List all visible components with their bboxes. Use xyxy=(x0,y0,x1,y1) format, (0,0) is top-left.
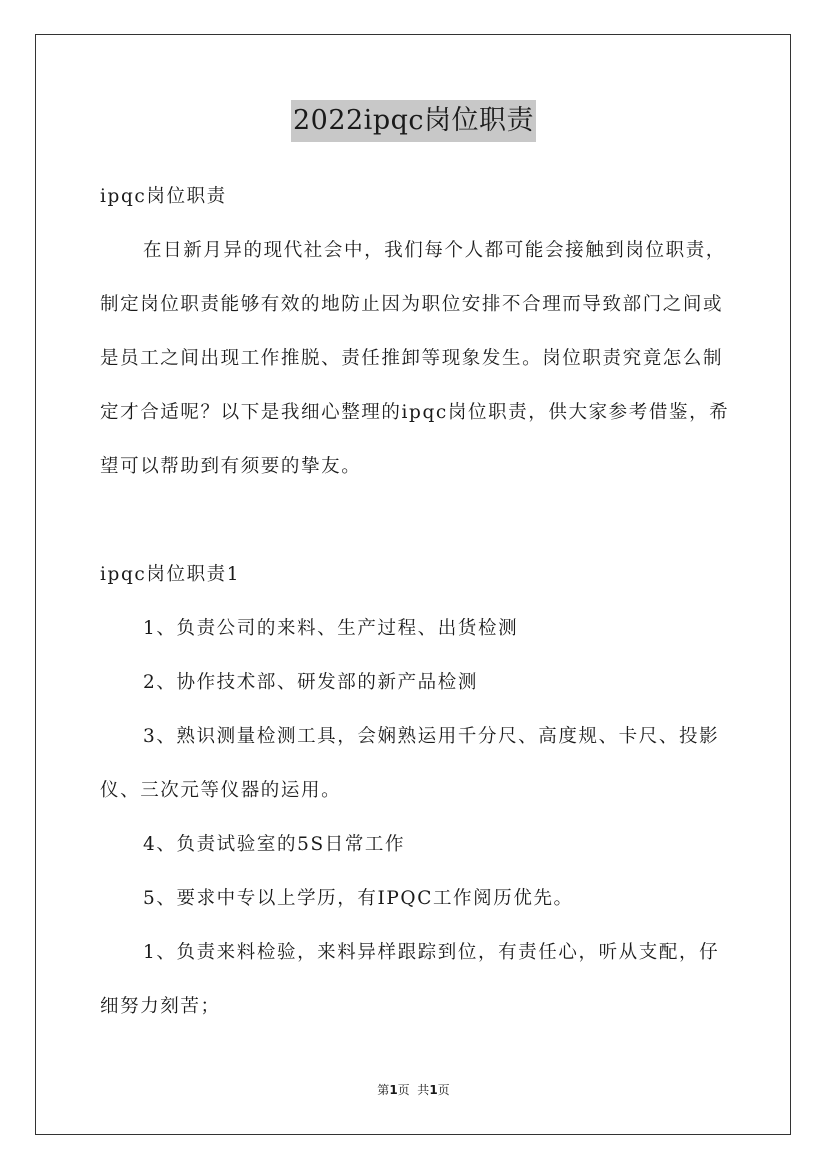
duty-item: 3、熟识测量检测工具，会娴熟运用千分尺、高度规、卡尺、投影仪、三次元等仪器的运用。 xyxy=(100,726,720,801)
duty-item: 2、协作技术部、研发部的新产品检测 xyxy=(143,672,478,693)
page-footer xyxy=(0,1081,827,1099)
section-heading: ipqc岗位职责1 xyxy=(100,564,241,585)
intro-paragraph: 在日新月异的现代社会中，我们每个人都可能会接触到岗位职责，制定岗位职责能够有效的地防止因为职位安排不合理而导致部门之间或是员工之间出现工作推脱、责任推卸等现象发生。岗位职责究竟怎么制定才合适呢？以下是我细心整理的ipqc岗位职责，供大家参考借鉴，希望可以帮助到有须要的挚友。 xyxy=(100,240,730,477)
document-title-container xyxy=(0,100,827,142)
footer-page-mid: 页 共 xyxy=(397,1083,430,1097)
footer-page-suffix: 页 xyxy=(437,1083,450,1097)
duty-item: 1、负责公司的来料、生产过程、出货检测 xyxy=(143,618,519,639)
footer-page-current: 1 xyxy=(389,1083,398,1097)
document-title: 2022ipqc岗位职责 xyxy=(291,100,536,142)
footer-page-total: 1 xyxy=(429,1083,438,1097)
document-body xyxy=(100,170,730,1034)
footer-page-prefix: 第 xyxy=(377,1083,390,1097)
document-heading: ipqc岗位职责 xyxy=(100,186,227,207)
duty-item: 5、要求中专以上学历，有IPQC工作阅历优先。 xyxy=(143,888,574,909)
duty-item: 1、负责来料检验，来料异样跟踪到位，有责任心，听从支配，仔细努力刻苦； xyxy=(100,942,720,1017)
duty-item: 4、负责试验室的5S日常工作 xyxy=(143,834,406,855)
paragraph-spacer xyxy=(100,494,730,548)
